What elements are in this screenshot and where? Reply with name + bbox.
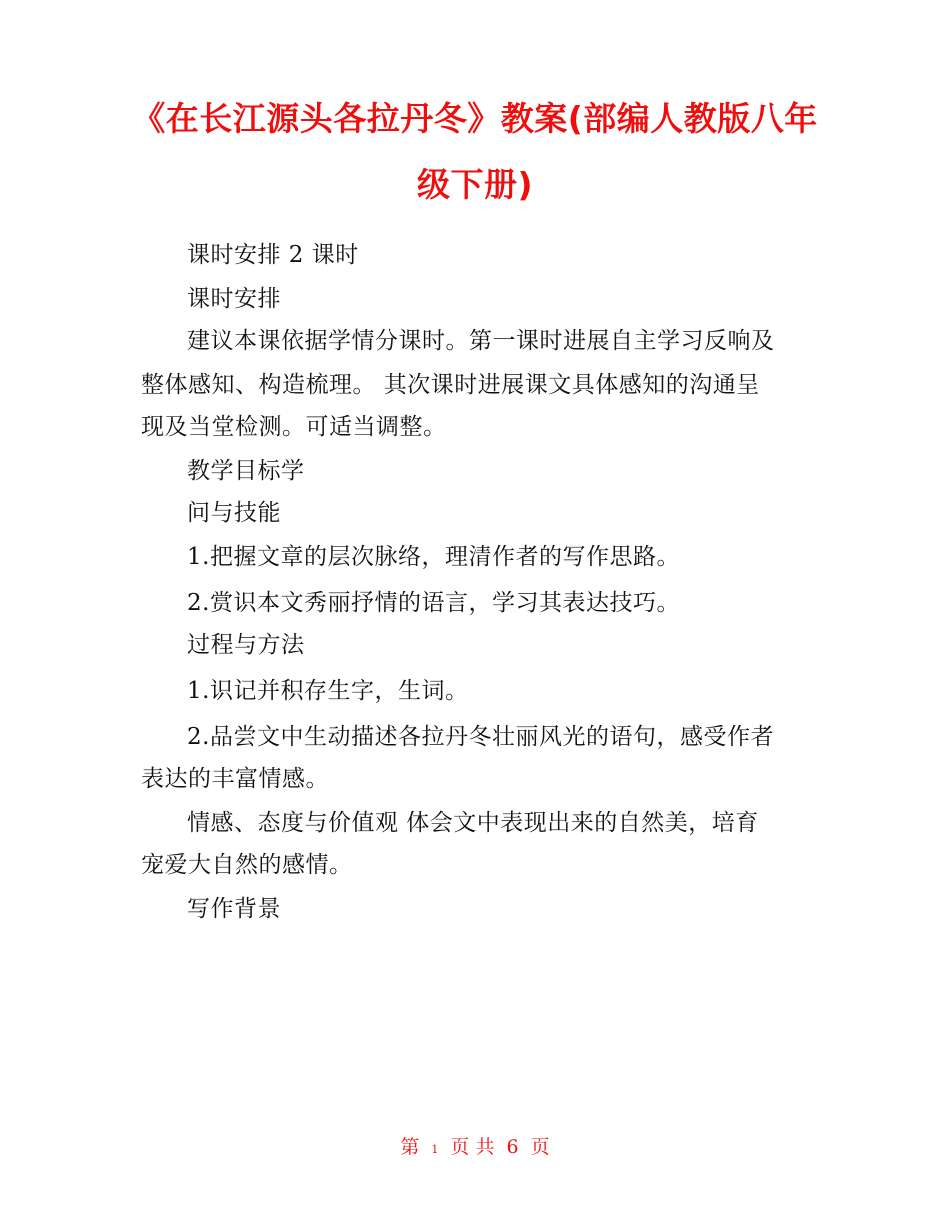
- paragraph-line: 情感、态度与价值观 体会文中表现出来的自然美，培育: [187, 810, 759, 836]
- section-heading-schedule: 课时安排: [187, 286, 281, 312]
- list-item: 2.品尝文中生动描述各拉丹冬壮丽风光的语句，感受作者: [187, 724, 774, 750]
- list-item-continuation: 表达的丰富情感。: [141, 766, 329, 792]
- paragraph-line: 现及当堂检测。可适当调整。: [141, 414, 447, 440]
- page-footer: [0, 1132, 950, 1159]
- page-number: 1: [431, 1143, 439, 1156]
- page-total: 6: [506, 1136, 519, 1158]
- list-item: 1.把握文章的层次脉络，理清作者的写作思路。: [187, 544, 680, 570]
- paragraph-line: 宠爱大自然的感情。: [141, 852, 353, 878]
- list-item: 2.赏识本文秀丽抒情的语言，学习其表达技巧。: [187, 590, 680, 616]
- footer-mid: 页 共: [450, 1136, 495, 1158]
- footer-suffix: 页: [530, 1136, 550, 1158]
- footer-prefix: 第: [400, 1136, 420, 1158]
- title-line-2: 级下册): [416, 165, 534, 204]
- section-heading-skills: 问与技能: [187, 500, 281, 526]
- section-heading-process: 过程与方法: [187, 632, 305, 658]
- document-title: [120, 86, 830, 218]
- list-item: 1.识记并积存生字，生词。: [187, 678, 469, 704]
- title-line-1: 《在长江源头各拉丹冬》教案(部编人教版八年: [132, 99, 818, 138]
- paragraph-line: 建议本课依据学情分课时。第一课时进展自主学习反响及: [187, 328, 775, 354]
- paragraph-line: 整体感知、构造梳理。 其次课时进展课文具体感知的沟通呈: [141, 372, 760, 398]
- schedule-summary: 课时安排 2 课时: [187, 242, 359, 268]
- section-heading-goals: 教学目标学: [187, 458, 305, 484]
- section-heading-background: 写作背景: [187, 896, 281, 922]
